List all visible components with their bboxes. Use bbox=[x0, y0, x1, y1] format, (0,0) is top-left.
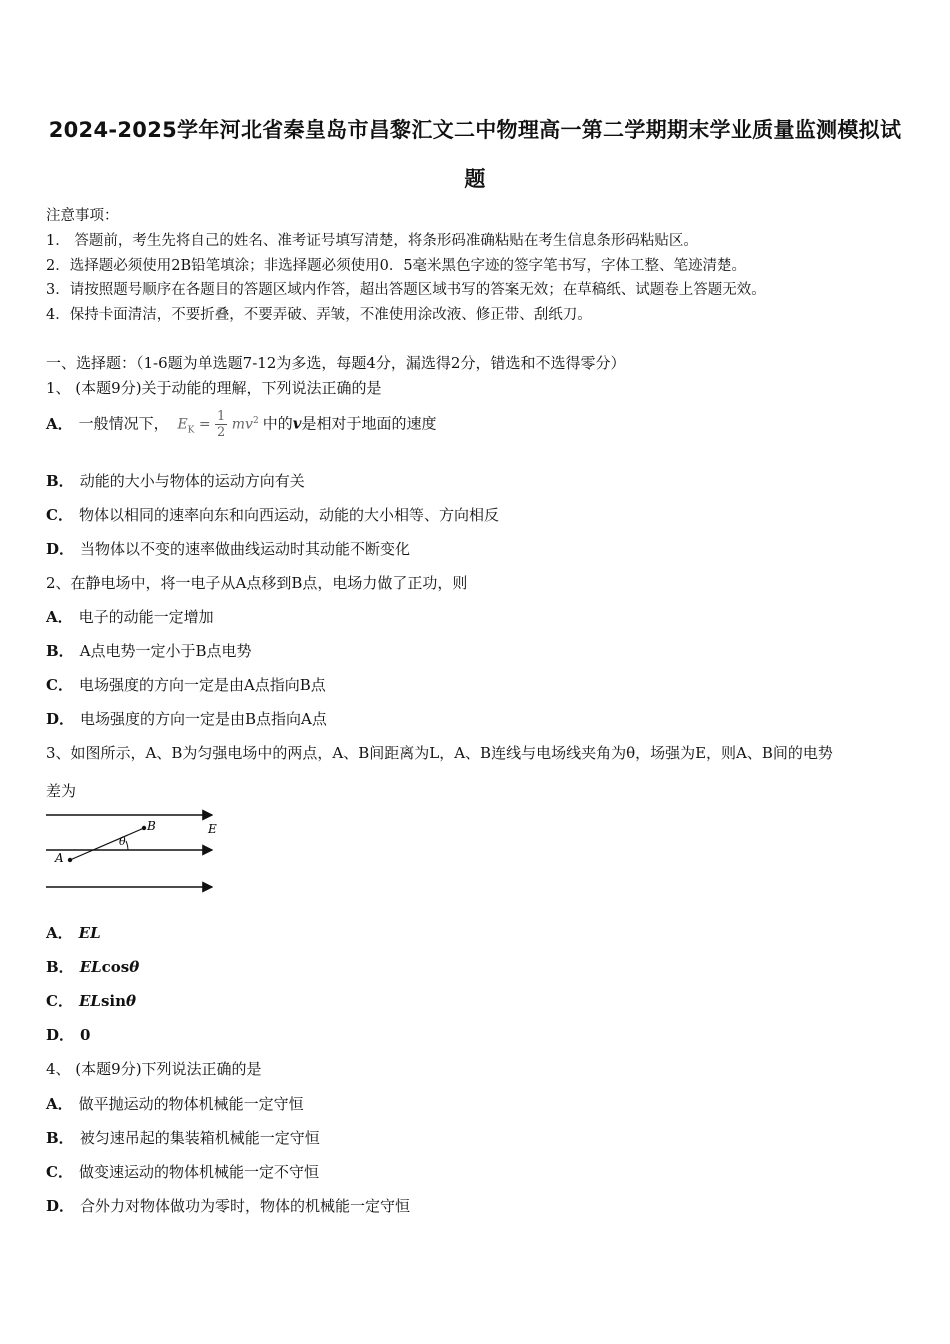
option-label: C． bbox=[46, 992, 73, 1010]
option-text: 被匀速吊起的集装箱机械能一定守恒 bbox=[79, 1129, 320, 1147]
option-label: B． bbox=[46, 958, 74, 976]
q4-option-b bbox=[46, 1127, 320, 1148]
option-label: B． bbox=[46, 1129, 74, 1147]
electric-field-diagram bbox=[40, 805, 230, 900]
option-text: 做变速运动的物体机械能一定不守恒 bbox=[78, 1163, 319, 1181]
option-text: 电场强度的方向一定是由B点指向A点 bbox=[80, 710, 327, 728]
velocity-symbol: v bbox=[292, 414, 302, 433]
point-a bbox=[68, 858, 72, 862]
segment-ab bbox=[70, 828, 144, 860]
option-label: D． bbox=[46, 540, 75, 558]
option-label: D． bbox=[46, 1026, 75, 1044]
option-text: 一般情况下， bbox=[78, 414, 169, 433]
q2-stem: 2、在静电场中，将一电子从A点移到B点，电场力做了正功，则 bbox=[46, 574, 468, 592]
notes-item: 1． 答题前，考生先将自己的姓名、准考证号填写清楚，将条形码准确粘贴在考生信息条形码粘贴区。 bbox=[46, 233, 698, 249]
option-label: D． bbox=[46, 710, 75, 728]
q3-option-c bbox=[46, 990, 136, 1011]
q3-stem-cont: 差为 bbox=[46, 782, 77, 800]
formula-eq: = bbox=[198, 416, 211, 433]
q1-option-a bbox=[46, 409, 436, 440]
option-label: A． bbox=[46, 1095, 73, 1113]
option-text: 物体以相同的速率向东和向西运动，动能的大小相等、方向相反 bbox=[78, 506, 499, 524]
fraction-numerator: 1 bbox=[217, 409, 226, 424]
angle-arc bbox=[126, 841, 128, 850]
label-b: B bbox=[147, 819, 156, 833]
option-label: A． bbox=[46, 608, 73, 626]
q4-option-a bbox=[46, 1093, 304, 1114]
option-label: C． bbox=[46, 1163, 73, 1181]
option-label: B． bbox=[46, 472, 74, 490]
q4-stem: 4、 (本题9分)下列说法正确的是 bbox=[46, 1060, 262, 1078]
option-label: C． bbox=[46, 676, 73, 694]
section-heading: 一、选择题：（1-6题为单选题7-12为多选，每题4分，漏选得2分，错选和不选得零分） bbox=[46, 354, 626, 372]
option-text: 是相对于地面的速度 bbox=[301, 414, 437, 433]
notes-item: 3．请按照题号顺序在各题目的答题区域内作答，超出答题区域书写的答案无效；在草稿纸、试题卷上答题无效。 bbox=[46, 282, 766, 298]
formula-fraction bbox=[215, 409, 227, 440]
label-theta: θ bbox=[119, 835, 126, 848]
q3-option-a bbox=[46, 922, 101, 943]
option-label: A． bbox=[46, 414, 73, 433]
option-label: D． bbox=[46, 1197, 75, 1215]
option-text: 合外力对物体做功为零时，物体的机械能一定守恒 bbox=[80, 1197, 411, 1215]
option-text: 中的 bbox=[262, 414, 293, 433]
q2-option-a bbox=[46, 606, 214, 627]
formula-rhs: mv bbox=[231, 416, 253, 433]
notes-item: 4．保持卡面清洁，不要折叠，不要弄破、弄皱，不准使用涂改液、修正带、刮纸刀。 bbox=[46, 307, 592, 323]
option-text: 电子的动能一定增加 bbox=[78, 608, 214, 626]
q2-option-c bbox=[46, 674, 326, 695]
option-text: 动能的大小与物体的运动方向有关 bbox=[79, 472, 305, 490]
q3-option-d bbox=[46, 1024, 90, 1045]
q2-option-b bbox=[46, 640, 252, 661]
q1-option-b bbox=[46, 470, 305, 491]
option-text: 当物体以不变的速率做曲线运动时其动能不断变化 bbox=[80, 540, 411, 558]
option-label: A． bbox=[46, 924, 73, 942]
option-text: 0 bbox=[80, 1026, 91, 1044]
option-text: A点电势一定小于B点电势 bbox=[79, 642, 252, 660]
option-text: 做平抛运动的物体机械能一定守恒 bbox=[78, 1095, 304, 1113]
q2-option-d bbox=[46, 708, 327, 729]
option-text: EL bbox=[79, 958, 102, 976]
fraction-denominator: 2 bbox=[217, 425, 226, 440]
option-text: 电场强度的方向一定是由A点指向B点 bbox=[78, 676, 326, 694]
option-theta: θ bbox=[129, 958, 140, 976]
q3-option-b bbox=[46, 956, 139, 977]
label-e: E bbox=[208, 822, 217, 836]
formula-sup: 2 bbox=[252, 415, 259, 426]
formula-sub: K bbox=[187, 425, 195, 436]
option-text: EL bbox=[78, 992, 101, 1010]
notes-item: 2．选择题必须使用2B铅笔填涂；非选择题必须使用0．5毫米黑色字迹的签字笔书写，字体工整、笔迹清楚。 bbox=[46, 258, 747, 274]
option-label: C． bbox=[46, 506, 73, 524]
option-text: EL bbox=[78, 924, 101, 942]
option-text: cos bbox=[101, 958, 130, 976]
notes-heading: 注意事项： bbox=[46, 208, 119, 224]
q1-option-d bbox=[46, 538, 410, 559]
q3-stem: 3、如图所示，A、B为匀强电场中的两点，A、B间距离为L，A、B连线与电场线夹角为θ，场强为E，则A、B间的电势 bbox=[46, 744, 833, 762]
q1-option-c bbox=[46, 504, 499, 525]
exam-title: 2024-2025学年河北省秦皇岛市昌黎汇文二中物理高一第二学期期末学业质量监测模拟试题 bbox=[48, 118, 902, 191]
label-a: A bbox=[55, 851, 64, 865]
point-b bbox=[142, 826, 146, 830]
q1-stem: 1、 (本题9分)关于动能的理解，下列说法正确的是 bbox=[46, 379, 382, 397]
option-theta: θ bbox=[126, 992, 137, 1010]
q4-option-d bbox=[46, 1195, 410, 1216]
option-text: sin bbox=[100, 992, 126, 1010]
kinetic-energy-formula bbox=[177, 409, 258, 440]
option-label: B． bbox=[46, 642, 74, 660]
q4-option-c bbox=[46, 1161, 319, 1182]
formula-lhs: E bbox=[177, 416, 188, 433]
